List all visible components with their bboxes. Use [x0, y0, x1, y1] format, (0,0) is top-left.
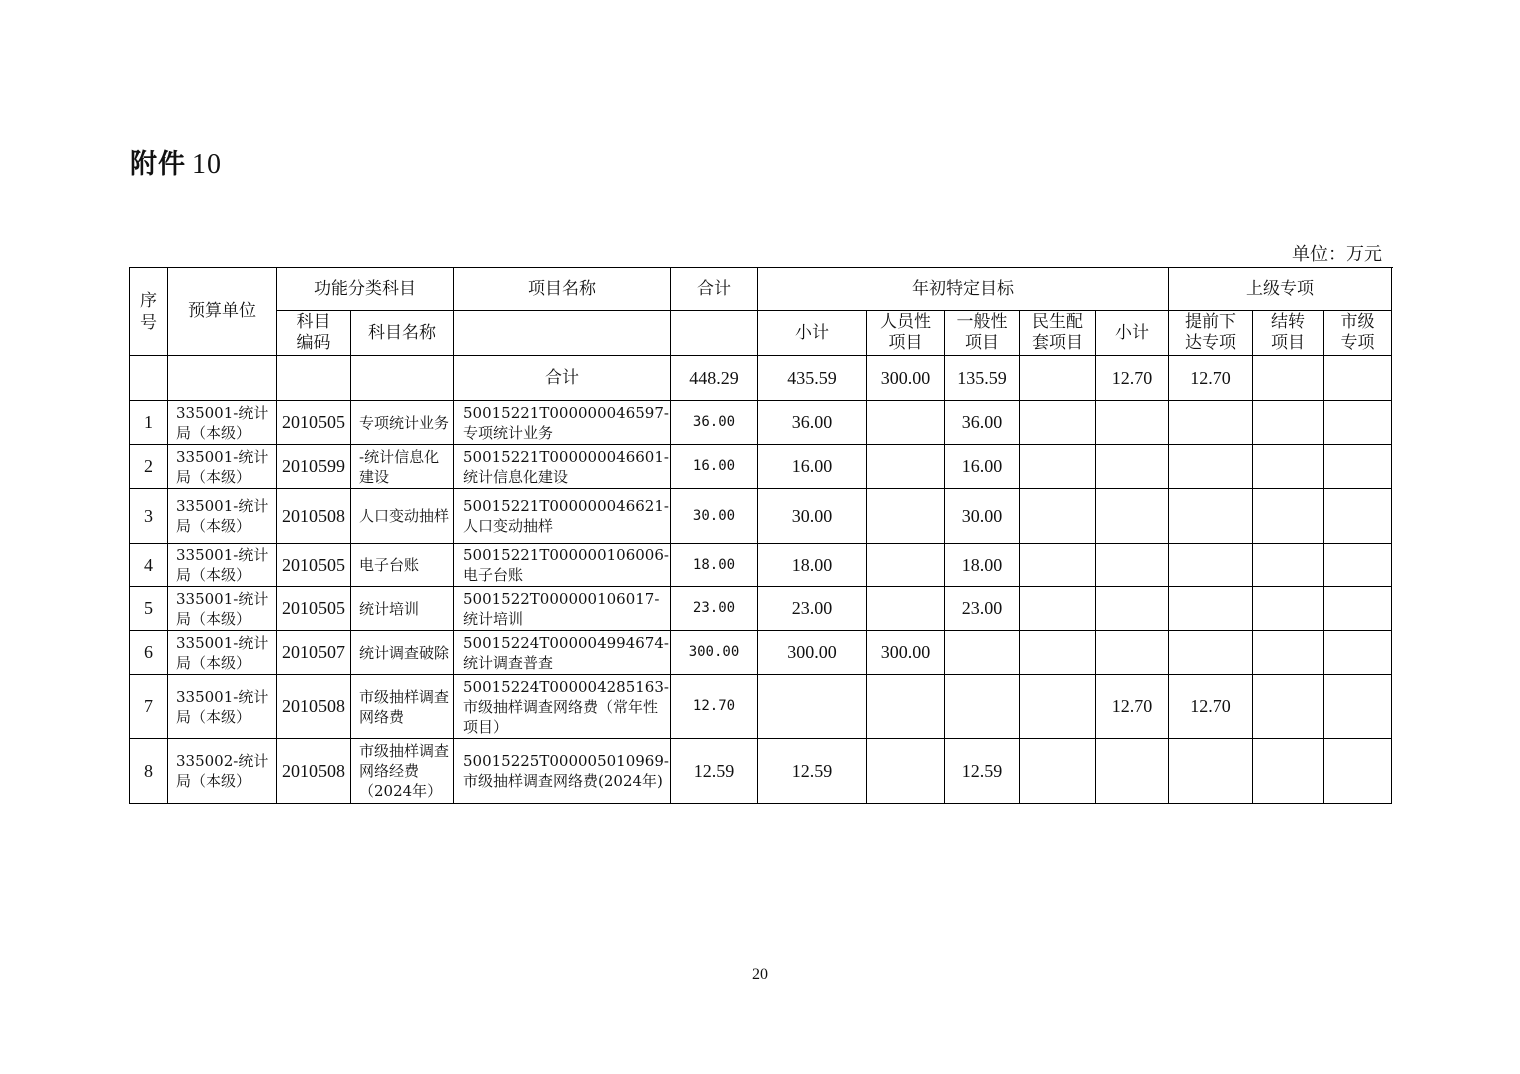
row-personnel — [867, 489, 945, 544]
row-sup-subtotal — [1096, 739, 1169, 804]
row-subject-code: 2010599 — [277, 445, 351, 489]
row-personnel — [867, 445, 945, 489]
row-total: 23.00 — [671, 587, 758, 631]
row-subtotal: 36.00 — [758, 401, 867, 445]
row-subject-name: 电子台账 — [351, 544, 454, 587]
total-unit — [168, 356, 277, 401]
total-seq — [130, 356, 168, 401]
row-seq: 8 — [130, 739, 168, 804]
row-advance — [1169, 587, 1253, 631]
row-general: 12.59 — [945, 739, 1020, 804]
row-general — [945, 675, 1020, 739]
table-row — [130, 739, 1392, 804]
title-number: 10 — [192, 149, 222, 180]
row-subject-code: 2010508 — [277, 489, 351, 544]
row-project-name: 5001522T000000106017-统计培训 — [454, 587, 671, 631]
header-annual-target: 年初特定目标 — [758, 268, 1169, 311]
total-code — [277, 356, 351, 401]
row-advance — [1169, 489, 1253, 544]
row-project-name: 50015225T000005010969-市级抽样调查网络费(2024年) — [454, 739, 671, 804]
row-subtotal: 18.00 — [758, 544, 867, 587]
row-total: 18.00 — [671, 544, 758, 587]
header-carryover: 结转项目 — [1253, 311, 1324, 356]
total-personnel: 300.00 — [867, 356, 945, 401]
total-row — [130, 356, 1392, 401]
row-seq: 2 — [130, 445, 168, 489]
table-row — [130, 401, 1392, 445]
row-project-name: 50015221T000000046621-人口变动抽样 — [454, 489, 671, 544]
header-personnel: 人员性项目 — [867, 311, 945, 356]
row-seq: 5 — [130, 587, 168, 631]
row-sup-subtotal — [1096, 445, 1169, 489]
row-general: 30.00 — [945, 489, 1020, 544]
row-carryover — [1253, 587, 1324, 631]
total-total: 448.29 — [671, 356, 758, 401]
row-livelihood — [1020, 739, 1096, 804]
row-total: 36.00 — [671, 401, 758, 445]
header-func-class: 功能分类科目 — [277, 268, 454, 311]
row-seq: 1 — [130, 401, 168, 445]
table-row — [130, 675, 1392, 739]
row-city — [1324, 631, 1392, 675]
row-seq: 6 — [130, 631, 168, 675]
row-subtotal: 12.59 — [758, 739, 867, 804]
header-total-blank — [671, 311, 758, 356]
total-general: 135.59 — [945, 356, 1020, 401]
row-seq: 7 — [130, 675, 168, 739]
row-carryover — [1253, 544, 1324, 587]
row-advance: 12.70 — [1169, 675, 1253, 739]
row-budget-unit: 335001-统计局（本级） — [168, 544, 277, 587]
row-city — [1324, 739, 1392, 804]
total-city — [1324, 356, 1392, 401]
row-personnel: 300.00 — [867, 631, 945, 675]
row-total: 12.59 — [671, 739, 758, 804]
document-title — [130, 142, 222, 181]
row-carryover — [1253, 739, 1324, 804]
row-personnel — [867, 587, 945, 631]
row-advance — [1169, 631, 1253, 675]
row-general: 18.00 — [945, 544, 1020, 587]
budget-table — [129, 267, 1392, 804]
table-row — [130, 544, 1392, 587]
row-budget-unit: 335001-统计局（本级） — [168, 489, 277, 544]
row-city — [1324, 401, 1392, 445]
total-subject — [351, 356, 454, 401]
row-carryover — [1253, 631, 1324, 675]
total-livelihood — [1020, 356, 1096, 401]
header-project-name: 项目名称 — [454, 268, 671, 311]
row-city — [1324, 544, 1392, 587]
total-carryover — [1253, 356, 1324, 401]
row-advance — [1169, 445, 1253, 489]
row-personnel — [867, 739, 945, 804]
unit-label: 单位：万元 — [1292, 244, 1382, 265]
row-total: 30.00 — [671, 489, 758, 544]
row-livelihood — [1020, 544, 1096, 587]
row-general: 23.00 — [945, 587, 1020, 631]
row-budget-unit: 335001-统计局（本级） — [168, 675, 277, 739]
row-subtotal: 23.00 — [758, 587, 867, 631]
row-sup-subtotal — [1096, 544, 1169, 587]
total-subtotal: 435.59 — [758, 356, 867, 401]
row-seq: 3 — [130, 489, 168, 544]
row-project-name: 50015224T000004285163-市级抽样调查网络费（常年性项目） — [454, 675, 671, 739]
row-subject-code: 2010508 — [277, 739, 351, 804]
row-city — [1324, 675, 1392, 739]
row-seq: 4 — [130, 544, 168, 587]
table-row — [130, 445, 1392, 489]
row-subject-name: 专项统计业务 — [351, 401, 454, 445]
row-subtotal: 30.00 — [758, 489, 867, 544]
row-advance — [1169, 401, 1253, 445]
row-subject-name: 统计培训 — [351, 587, 454, 631]
row-budget-unit: 335001-统计局（本级） — [168, 587, 277, 631]
row-general — [945, 631, 1020, 675]
row-carryover — [1253, 401, 1324, 445]
row-subject-code: 2010505 — [277, 401, 351, 445]
row-sup-subtotal — [1096, 631, 1169, 675]
header-city: 市级专项 — [1324, 311, 1392, 356]
row-personnel — [867, 675, 945, 739]
row-budget-unit: 335002-统计局（本级） — [168, 739, 277, 804]
row-budget-unit: 335001-统计局（本级） — [168, 401, 277, 445]
header-general: 一般性项目 — [945, 311, 1020, 356]
header-superior: 上级专项 — [1169, 268, 1392, 311]
row-city — [1324, 587, 1392, 631]
row-general: 16.00 — [945, 445, 1020, 489]
row-subject-name: 人口变动抽样 — [351, 489, 454, 544]
row-budget-unit: 335001-统计局（本级） — [168, 445, 277, 489]
row-project-name: 50015221T000000106006-电子台账 — [454, 544, 671, 587]
total-advance: 12.70 — [1169, 356, 1253, 401]
header-project-name-blank — [454, 311, 671, 356]
row-sup-subtotal: 12.70 — [1096, 675, 1169, 739]
row-total: 300.00 — [671, 631, 758, 675]
table-row — [130, 489, 1392, 544]
header-advance: 提前下达专项 — [1169, 311, 1253, 356]
total-label: 合计 — [454, 356, 671, 401]
row-subject-code: 2010505 — [277, 544, 351, 587]
row-carryover — [1253, 445, 1324, 489]
header-seq: 序号 — [130, 268, 168, 356]
row-carryover — [1253, 675, 1324, 739]
row-livelihood — [1020, 675, 1096, 739]
row-general: 36.00 — [945, 401, 1020, 445]
row-total: 12.70 — [671, 675, 758, 739]
header-sup-subtotal: 小计 — [1096, 311, 1169, 356]
row-subtotal: 16.00 — [758, 445, 867, 489]
row-subject-name: 统计调查破除 — [351, 631, 454, 675]
header-total: 合计 — [671, 268, 758, 311]
row-project-name: 50015221T000000046601-统计信息化建设 — [454, 445, 671, 489]
row-project-name: 50015221T000000046597-专项统计业务 — [454, 401, 671, 445]
row-subject-code: 2010505 — [277, 587, 351, 631]
row-livelihood — [1020, 445, 1096, 489]
row-advance — [1169, 739, 1253, 804]
row-city — [1324, 489, 1392, 544]
page-number: 20 — [752, 966, 768, 983]
row-project-name: 50015224T000004994674-统计调查普查 — [454, 631, 671, 675]
row-sup-subtotal — [1096, 587, 1169, 631]
row-subject-name: 市级抽样调查网络经费（2024年） — [351, 739, 454, 804]
title-prefix: 附件 — [130, 149, 186, 180]
row-budget-unit: 335001-统计局（本级） — [168, 631, 277, 675]
row-subject-code: 2010508 — [277, 675, 351, 739]
row-subtotal — [758, 675, 867, 739]
header-row-1 — [130, 268, 1392, 311]
row-sup-subtotal — [1096, 489, 1169, 544]
header-row-2 — [130, 311, 1392, 356]
row-subject-name: 市级抽样调查网络费 — [351, 675, 454, 739]
row-subject-name: -统计信息化建设 — [351, 445, 454, 489]
header-subject-name: 科目名称 — [351, 311, 454, 356]
row-subtotal: 300.00 — [758, 631, 867, 675]
row-sup-subtotal — [1096, 401, 1169, 445]
row-carryover — [1253, 489, 1324, 544]
row-livelihood — [1020, 401, 1096, 445]
row-city — [1324, 445, 1392, 489]
row-personnel — [867, 544, 945, 587]
header-livelihood: 民生配套项目 — [1020, 311, 1096, 356]
row-personnel — [867, 401, 945, 445]
row-livelihood — [1020, 489, 1096, 544]
header-budget-unit: 预算单位 — [168, 268, 277, 356]
table-row — [130, 587, 1392, 631]
header-subtotal: 小计 — [758, 311, 867, 356]
total-sup-subtotal: 12.70 — [1096, 356, 1169, 401]
row-advance — [1169, 544, 1253, 587]
row-total: 16.00 — [671, 445, 758, 489]
row-subject-code: 2010507 — [277, 631, 351, 675]
header-subject-code: 科目编码 — [277, 311, 351, 356]
row-livelihood — [1020, 631, 1096, 675]
table-row — [130, 631, 1392, 675]
row-livelihood — [1020, 587, 1096, 631]
